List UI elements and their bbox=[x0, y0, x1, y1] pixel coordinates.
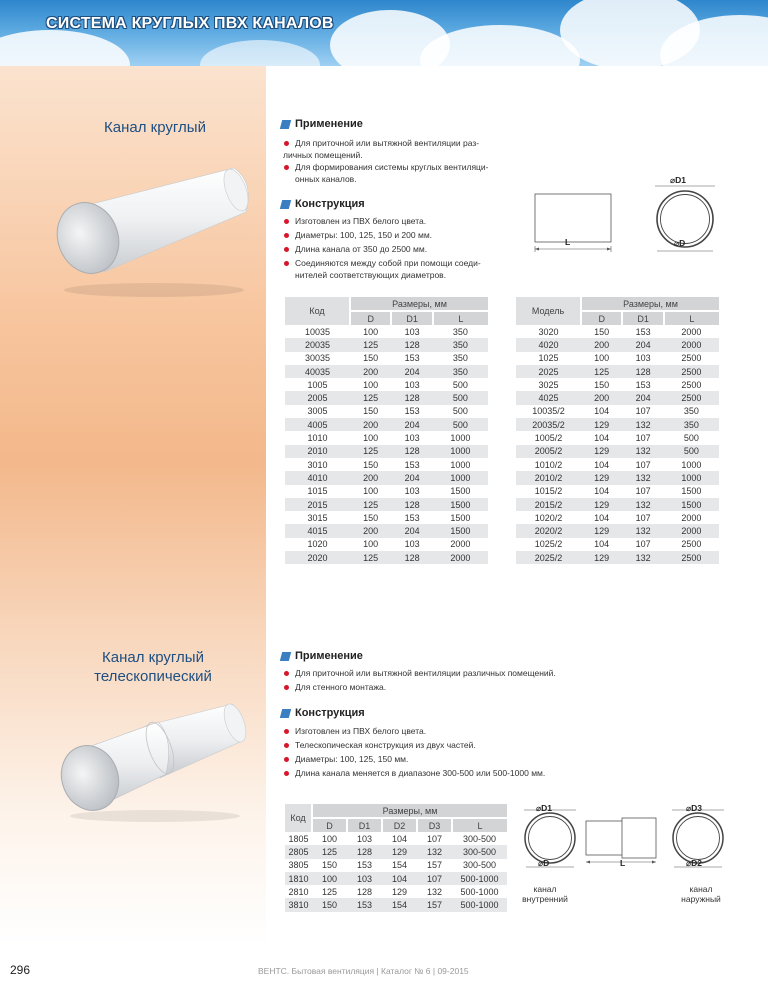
row-code-cell: 3005 bbox=[307, 406, 328, 417]
row-code-cell: 1010 bbox=[307, 433, 328, 444]
row-value-cell: 107 bbox=[635, 459, 651, 470]
row-value-cell: 300-500 bbox=[462, 833, 497, 844]
construction-item: Изготовлен из ПВХ белого цвета. bbox=[283, 726, 655, 738]
row-code-cell: 4025 bbox=[516, 391, 581, 404]
application-item: Для приточной или вытяжной вентиляции различных помещений. bbox=[283, 668, 655, 680]
col-header: D1 bbox=[622, 311, 663, 325]
row-code-cell: 2025/2 bbox=[516, 551, 581, 564]
row-value-cell: 132 bbox=[622, 551, 663, 564]
table-row bbox=[516, 471, 719, 484]
table-row bbox=[516, 405, 719, 418]
row-value-cell: 200 bbox=[350, 471, 391, 484]
row-value-cell: 2000 bbox=[433, 551, 488, 564]
row-code-cell: 2010 bbox=[285, 445, 350, 458]
row-code-cell: 3805 bbox=[288, 860, 309, 871]
row-value-cell: 153 bbox=[635, 379, 651, 390]
row-value-cell: 129 bbox=[581, 524, 622, 537]
table-row bbox=[285, 418, 488, 431]
row-code-cell: 3025 bbox=[538, 379, 559, 390]
row-code-cell: 1810 bbox=[285, 872, 312, 885]
table-row bbox=[285, 859, 507, 872]
table-row bbox=[516, 511, 719, 524]
row-code-cell: 1020 bbox=[307, 539, 328, 550]
row-value-cell: 1500 bbox=[433, 498, 488, 511]
code-header: Код bbox=[285, 297, 350, 325]
row-value-cell: 1500 bbox=[664, 498, 719, 511]
sizes-table-1 bbox=[285, 297, 488, 564]
row-code-cell: 4015 bbox=[285, 524, 350, 537]
row-value-cell: 132 bbox=[426, 886, 443, 897]
row-value-cell: 125 bbox=[350, 391, 391, 404]
row-value-cell: 500 bbox=[433, 391, 488, 404]
row-value-cell: 200 bbox=[581, 391, 622, 404]
product2-title: Канал круглый телескопический bbox=[94, 649, 212, 685]
row-value-cell: 500 bbox=[664, 445, 719, 458]
table-row bbox=[516, 378, 719, 391]
row-value-cell: 157 bbox=[417, 898, 452, 911]
row-value-cell: 153 bbox=[404, 512, 420, 523]
construction-item: Диаметры: 100, 125, 150 мм. bbox=[283, 754, 655, 766]
row-value-cell: 1000 bbox=[664, 471, 719, 484]
row-value-cell: 103 bbox=[347, 872, 382, 885]
row-value-cell: 1500 bbox=[681, 486, 702, 497]
row-value-cell: 2500 bbox=[664, 391, 719, 404]
table-row bbox=[516, 538, 719, 551]
row-code-cell: 1015/2 bbox=[534, 486, 563, 497]
row-value-cell: 1000 bbox=[433, 445, 488, 458]
row-value-cell: 129 bbox=[382, 845, 417, 858]
table-row bbox=[516, 365, 719, 378]
page-title: СИСТЕМА КРУГЛЫХ ПВХ КАНАЛОВ bbox=[46, 15, 334, 32]
sizes-header: Размеры, мм bbox=[312, 804, 507, 818]
row-value-cell: 1000 bbox=[450, 433, 471, 444]
row-value-cell: 1500 bbox=[450, 512, 471, 523]
table-row bbox=[285, 498, 488, 511]
col-header: D bbox=[312, 818, 347, 832]
row-value-cell: 2000 bbox=[681, 326, 702, 337]
col-header: D bbox=[581, 311, 622, 325]
row-value-cell: 132 bbox=[622, 418, 663, 431]
row-code-cell: 4020 bbox=[516, 338, 581, 351]
row-code-cell: 1015 bbox=[307, 486, 328, 497]
round-duct-image bbox=[44, 162, 256, 302]
row-value-cell: 103 bbox=[404, 326, 420, 337]
row-value-cell: 129 bbox=[581, 551, 622, 564]
row-value-cell: 150 bbox=[363, 353, 379, 364]
row-value-cell: 103 bbox=[404, 433, 420, 444]
row-code-cell: 2005 bbox=[285, 391, 350, 404]
row-value-cell: 150 bbox=[363, 459, 379, 470]
row-value-cell: 104 bbox=[594, 539, 610, 550]
table-row bbox=[285, 365, 488, 378]
row-value-cell: 150 bbox=[363, 512, 379, 523]
row-value-cell: 104 bbox=[594, 406, 610, 417]
row-value-cell: 129 bbox=[581, 471, 622, 484]
table-row bbox=[516, 445, 719, 458]
table-row bbox=[285, 338, 488, 351]
table-row bbox=[516, 352, 719, 365]
d-label: ⌀D bbox=[674, 238, 686, 248]
row-value-cell: 300-500 bbox=[452, 845, 507, 858]
row-value-cell: 100 bbox=[363, 486, 379, 497]
row-value-cell: 204 bbox=[391, 471, 432, 484]
d-label: ⌀D bbox=[538, 858, 550, 868]
row-value-cell: 132 bbox=[622, 445, 663, 458]
table-row bbox=[285, 431, 488, 444]
row-value-cell: 2500 bbox=[681, 539, 702, 550]
row-value-cell: 200 bbox=[350, 365, 391, 378]
table-row bbox=[285, 485, 488, 498]
row-value-cell: 128 bbox=[391, 391, 432, 404]
row-value-cell: 104 bbox=[594, 486, 610, 497]
row-value-cell: 132 bbox=[622, 471, 663, 484]
row-value-cell: 128 bbox=[391, 445, 432, 458]
row-value-cell: 100 bbox=[363, 433, 379, 444]
page-number: 296 bbox=[10, 963, 31, 977]
row-value-cell: 200 bbox=[350, 524, 391, 537]
row-value-cell: 2500 bbox=[664, 551, 719, 564]
row-value-cell: 107 bbox=[635, 486, 651, 497]
row-value-cell: 103 bbox=[404, 539, 420, 550]
row-value-cell: 104 bbox=[382, 872, 417, 885]
row-code-cell: 2005/2 bbox=[516, 445, 581, 458]
row-code-cell: 4010 bbox=[285, 471, 350, 484]
row-code-cell: 10035 bbox=[304, 326, 331, 337]
construction-item: Длина канала от 350 до 2500 мм. bbox=[283, 244, 545, 256]
row-value-cell: 500-1000 bbox=[452, 872, 507, 885]
row-value-cell: 153 bbox=[404, 353, 420, 364]
row-value-cell: 103 bbox=[404, 379, 420, 390]
application-item: Для формирования системы круглых вентиляци- онных каналов. bbox=[283, 162, 545, 185]
col-header: D2 bbox=[382, 818, 417, 832]
table-row bbox=[285, 511, 488, 524]
construction-item: Длина канала меняется в диапазоне 300-500 или 500-1000 мм. bbox=[283, 768, 655, 780]
row-value-cell: 128 bbox=[356, 886, 373, 897]
row-value-cell: 103 bbox=[356, 833, 373, 844]
table-row bbox=[285, 898, 507, 911]
row-value-cell: 129 bbox=[391, 886, 408, 897]
application-heading: Применение bbox=[281, 650, 363, 662]
col-header: D1 bbox=[391, 311, 432, 325]
row-code-cell: 10035/2 bbox=[532, 406, 565, 417]
row-value-cell: 104 bbox=[594, 459, 610, 470]
row-code-cell: 3015 bbox=[307, 512, 328, 523]
row-value-cell: 500 bbox=[452, 406, 468, 417]
col-header: L bbox=[664, 311, 719, 325]
outer-duct-caption: канал наружный bbox=[681, 884, 721, 904]
row-value-cell: 350 bbox=[683, 406, 699, 417]
row-value-cell: 350 bbox=[452, 353, 468, 364]
table-row bbox=[285, 832, 507, 845]
row-value-cell: 104 bbox=[594, 433, 610, 444]
row-code-cell: 3020 bbox=[538, 326, 559, 337]
row-value-cell: 350 bbox=[433, 365, 488, 378]
row-value-cell: 125 bbox=[350, 498, 391, 511]
row-value-cell: 153 bbox=[404, 406, 420, 417]
table-row bbox=[285, 405, 488, 418]
row-value-cell: 103 bbox=[404, 486, 420, 497]
row-value-cell: 1500 bbox=[450, 486, 471, 497]
d3-label: ⌀D3 bbox=[686, 803, 702, 813]
row-value-cell: 204 bbox=[622, 338, 663, 351]
col-header: L bbox=[452, 818, 507, 832]
row-code-cell: 20035 bbox=[285, 338, 350, 351]
row-value-cell: 104 bbox=[594, 512, 610, 523]
footer-text: ВЕНТС. Бытовая вентиляция | Каталог № 6 | 09-2015 bbox=[258, 966, 469, 976]
row-value-cell: 500 bbox=[452, 379, 468, 390]
row-code-cell: 40035 bbox=[285, 365, 350, 378]
row-value-cell: 153 bbox=[356, 860, 373, 871]
row-value-cell: 125 bbox=[581, 365, 622, 378]
application-item: Для приточной или вытяжной вентиляции раз- личных помещений. bbox=[283, 138, 545, 161]
row-value-cell: 2000 bbox=[664, 524, 719, 537]
table-row bbox=[516, 431, 719, 444]
row-code-cell: 1025 bbox=[538, 353, 559, 364]
row-value-cell: 150 bbox=[594, 379, 610, 390]
row-value-cell: 100 bbox=[312, 872, 347, 885]
cloud-decoration bbox=[200, 40, 320, 66]
d1-label: ⌀D1 bbox=[536, 803, 552, 813]
row-code-cell: 1005 bbox=[307, 379, 328, 390]
row-value-cell: 128 bbox=[391, 338, 432, 351]
dimension-diagram bbox=[525, 172, 725, 262]
row-code-cell: 2020 bbox=[285, 551, 350, 564]
model-header: Модель bbox=[516, 297, 581, 325]
header-banner bbox=[0, 0, 768, 66]
row-value-cell: 153 bbox=[404, 459, 420, 470]
table-row bbox=[516, 551, 719, 564]
row-value-cell: 154 bbox=[382, 898, 417, 911]
table-row bbox=[285, 845, 507, 858]
row-value-cell: 125 bbox=[350, 551, 391, 564]
row-value-cell: 153 bbox=[635, 326, 651, 337]
row-code-cell: 30035 bbox=[304, 353, 331, 364]
row-value-cell: 1000 bbox=[433, 471, 488, 484]
table-row bbox=[285, 325, 488, 338]
row-value-cell: 129 bbox=[581, 498, 622, 511]
table-row bbox=[285, 538, 488, 551]
row-code-cell: 20035/2 bbox=[516, 418, 581, 431]
row-value-cell: 100 bbox=[363, 326, 379, 337]
row-value-cell: 1000 bbox=[450, 459, 471, 470]
table-row bbox=[516, 391, 719, 404]
table-row bbox=[285, 885, 507, 898]
row-value-cell: 2500 bbox=[681, 379, 702, 390]
row-value-cell: 128 bbox=[622, 365, 663, 378]
row-value-cell: 129 bbox=[581, 418, 622, 431]
row-value-cell: 157 bbox=[426, 860, 443, 871]
col-header: D bbox=[350, 311, 391, 325]
row-value-cell: 200 bbox=[581, 338, 622, 351]
row-code-cell: 2015/2 bbox=[516, 498, 581, 511]
row-value-cell: 107 bbox=[635, 539, 651, 550]
construction-heading: Конструкция bbox=[281, 707, 365, 719]
row-value-cell: 154 bbox=[391, 860, 408, 871]
table-row bbox=[516, 325, 719, 338]
table-row bbox=[285, 524, 488, 537]
row-value-cell: 500-1000 bbox=[460, 886, 499, 897]
row-code-cell: 1025/2 bbox=[534, 539, 563, 550]
sizes-table-telescopic bbox=[285, 804, 507, 912]
row-value-cell: 150 bbox=[321, 860, 338, 871]
row-value-cell: 350 bbox=[433, 338, 488, 351]
table-row bbox=[285, 471, 488, 484]
col-header: D1 bbox=[347, 818, 382, 832]
row-value-cell: 132 bbox=[622, 524, 663, 537]
construction-item: Диаметры: 100, 125, 150 и 200 мм. bbox=[283, 230, 545, 242]
row-value-cell: 1000 bbox=[681, 459, 702, 470]
row-value-cell: 132 bbox=[622, 498, 663, 511]
row-value-cell: 107 bbox=[635, 433, 651, 444]
row-value-cell: 2000 bbox=[681, 512, 702, 523]
table-row bbox=[285, 551, 488, 564]
d1-label: ⌀D1 bbox=[670, 175, 686, 185]
row-value-cell: 107 bbox=[426, 833, 443, 844]
row-value-cell: 200 bbox=[350, 418, 391, 431]
row-value-cell: 350 bbox=[664, 418, 719, 431]
construction-item: Соединяются между собой при помощи соеди- нителей соответствующих диаметров. bbox=[283, 258, 545, 281]
row-code-cell: 3010 bbox=[307, 459, 328, 470]
table-row bbox=[516, 338, 719, 351]
sizes-header: Размеры, мм bbox=[350, 297, 488, 311]
table-row bbox=[285, 872, 507, 885]
row-value-cell: 2500 bbox=[681, 353, 702, 364]
row-value-cell: 350 bbox=[452, 326, 468, 337]
row-code-cell: 3810 bbox=[285, 898, 312, 911]
row-code-cell: 4005 bbox=[285, 418, 350, 431]
construction-item: Изготовлен из ПВХ белого цвета. bbox=[283, 216, 545, 228]
sizes-header: Размеры, мм bbox=[581, 297, 719, 311]
application-heading: Применение bbox=[281, 118, 363, 130]
row-value-cell: 2500 bbox=[664, 365, 719, 378]
row-value-cell: 107 bbox=[635, 406, 651, 417]
row-code-cell: 2805 bbox=[285, 845, 312, 858]
row-value-cell: 150 bbox=[363, 406, 379, 417]
table-row bbox=[285, 458, 488, 471]
row-code-cell: 2010/2 bbox=[516, 471, 581, 484]
row-value-cell: 100 bbox=[363, 539, 379, 550]
row-value-cell: 132 bbox=[417, 845, 452, 858]
construction-heading: Конструкция bbox=[281, 198, 365, 210]
row-value-cell: 125 bbox=[321, 886, 338, 897]
row-code-cell: 2015 bbox=[285, 498, 350, 511]
l-label: L bbox=[565, 237, 571, 247]
table-row bbox=[516, 524, 719, 537]
row-value-cell: 300-500 bbox=[462, 860, 497, 871]
row-value-cell: 100 bbox=[594, 353, 610, 364]
row-value-cell: 107 bbox=[635, 512, 651, 523]
row-value-cell: 500-1000 bbox=[452, 898, 507, 911]
row-code-cell: 1020/2 bbox=[534, 512, 563, 523]
row-code-cell: 2020/2 bbox=[516, 524, 581, 537]
row-code-cell: 2025 bbox=[516, 365, 581, 378]
table-row bbox=[285, 352, 488, 365]
construction-item: Телескопическая конструкция из двух частей. bbox=[283, 740, 655, 752]
col-header: L bbox=[433, 311, 488, 325]
row-value-cell: 103 bbox=[635, 353, 651, 364]
row-value-cell: 128 bbox=[391, 498, 432, 511]
row-code-cell: 2810 bbox=[288, 886, 309, 897]
d2-label: ⌀D2 bbox=[686, 858, 702, 868]
table-row bbox=[285, 378, 488, 391]
table-row bbox=[516, 485, 719, 498]
col-header: D3 bbox=[417, 818, 452, 832]
inner-duct-caption: канал внутренний bbox=[522, 884, 568, 904]
row-value-cell: 128 bbox=[391, 551, 432, 564]
cloud-decoration bbox=[0, 30, 130, 66]
row-code-cell: 1005/2 bbox=[534, 433, 563, 444]
row-code-cell: 1805 bbox=[288, 833, 309, 844]
row-value-cell: 107 bbox=[417, 872, 452, 885]
row-value-cell: 104 bbox=[391, 833, 408, 844]
row-value-cell: 100 bbox=[321, 833, 338, 844]
product1-title: Канал круглый bbox=[104, 119, 206, 136]
row-value-cell: 150 bbox=[594, 326, 610, 337]
row-value-cell: 500 bbox=[433, 418, 488, 431]
table-row bbox=[516, 458, 719, 471]
telescopic-duct-image bbox=[50, 698, 250, 828]
l-label: L bbox=[620, 858, 626, 868]
code-header: Код bbox=[285, 804, 312, 832]
table-row bbox=[285, 391, 488, 404]
table-row bbox=[516, 418, 719, 431]
row-value-cell: 2000 bbox=[450, 539, 471, 550]
table-row bbox=[285, 445, 488, 458]
row-value-cell: 125 bbox=[350, 338, 391, 351]
row-value-cell: 100 bbox=[363, 379, 379, 390]
sizes-table-2 bbox=[516, 297, 719, 564]
row-value-cell: 125 bbox=[350, 445, 391, 458]
row-value-cell: 150 bbox=[312, 898, 347, 911]
row-value-cell: 2000 bbox=[664, 338, 719, 351]
row-value-cell: 125 bbox=[312, 845, 347, 858]
row-value-cell: 204 bbox=[391, 524, 432, 537]
row-value-cell: 1500 bbox=[433, 524, 488, 537]
row-value-cell: 204 bbox=[391, 418, 432, 431]
row-value-cell: 128 bbox=[347, 845, 382, 858]
row-value-cell: 500 bbox=[683, 433, 699, 444]
application-item: Для стенного монтажа. bbox=[283, 682, 655, 694]
row-value-cell: 129 bbox=[581, 445, 622, 458]
table-row bbox=[516, 498, 719, 511]
row-value-cell: 204 bbox=[391, 365, 432, 378]
row-value-cell: 204 bbox=[622, 391, 663, 404]
row-code-cell: 1010/2 bbox=[534, 459, 563, 470]
row-value-cell: 153 bbox=[347, 898, 382, 911]
